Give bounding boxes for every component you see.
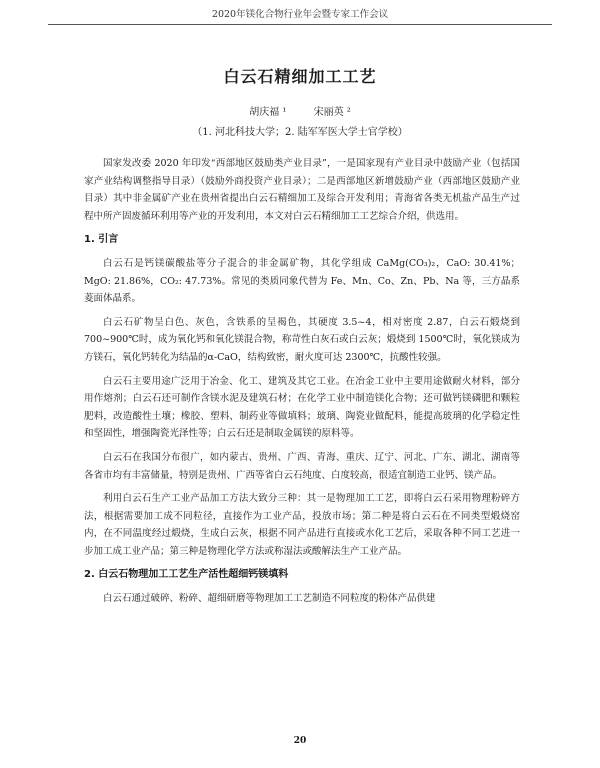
affiliations: （1. 河北科技大学；2. 陆军军医大学士官学校）: [192, 127, 408, 138]
paper-title: 白云石精细加工工艺: [223, 67, 377, 86]
running-header: 2020年镁化合物行业年会暨专家工作会议: [211, 9, 389, 20]
body-paragraph: 白云石矿物呈白色、灰色，含铁系的呈褐色，其硬度 3.5~4，相对密度 2.87，白云石煅烧到 700~900℃时，成为氧化钙和氧化镁混合物，称苛性白灰石或白云灰；煅烧到 1500℃时，氧化镁成为方镁石，氧化钙转化为结晶的α-CaO，结构致密，耐火度可达 2300℃，抗酸性较强。: [84, 316, 520, 363]
section-heading: 2. 白云石物理加工工艺生产活性超细钙镁填料: [84, 569, 289, 581]
body-paragraph: 白云石在我国分布很广，如内蒙古、贵州、广西、青海、重庆、辽宁、河北、广东、湖北、湖南等各省市均有丰富储量，特别是贵州、广西等省白云石纯度、白度较高，很适宜制造工业钙、镁产品。: [84, 451, 520, 481]
author-list: [0, 103, 600, 118]
section-heading: 1. 引言: [84, 234, 119, 246]
body-paragraph: 利用白云石生产工业产品加工方法大致分三种：其一是物理加工工艺，即将白云石采用物理粉碎方法，根据需要加工成不同粒径，直接作为工业产品，投放市场；第二种是将白云石在不同类型煅烧窑内，在不同温度经过煅烧，生成白云灰，根据不同产品进行直接或水化工艺后，采取各种不同工艺进一步加工成工业产品；第三种是物理化学方法或称湿法或酸解法生产工业产品。: [84, 493, 520, 557]
author-name: 胡庆福 ¹: [249, 107, 287, 118]
paper-body: [84, 155, 520, 614]
intro-paragraph: 国家发改委 2020 年印发“西部地区鼓励类产业目录”，一是国家现有产业目录中鼓励产业（包括国家产业结构调整指导目录）（鼓励外商投资产业目录）；二是西部地区新增鼓励产业（西部地区鼓励产业目录）其中非金属矿产业在贵州省提出白云石精细加工及综合开发利用；青海省各类无机盐产品生产过程中所产固废循环利用等产业的开发利用，本文对白云石精细加工工艺综合介绍，供选用。: [84, 158, 520, 222]
page-number: 20: [293, 736, 307, 746]
body-paragraph: 白云石主要用途广泛用于冶金、化工、建筑及其它工业。在冶金工业中主要用途做耐火材料，部分用作熔剂；白云石还可制作含镁水泥及建筑石材；在化学工业中制造镁化合物；还可做钙镁磷肥和颗粒肥料，改造酸性土壤；橡胶、塑料、制药业等做填料；玻璃、陶瓷业做配料，能提高玻璃的化学稳定性和坚固性，增强陶瓷光泽性等；白云石还是制取金属镁的原料等。: [84, 375, 520, 440]
body-paragraph: 白云石通过破碎、粉碎、超细研磨等物理加工工艺制造不同粒度的粉体产品供建: [103, 593, 436, 605]
body-paragraph: 白云石是钙镁碳酸盐等分子混合的非金属矿物，其化学组成 CaMg(CO₃)₂，CaO: 30.41%；MgO: 21.86%，CO₂: 47.73%。常见的类质同象代替为 Fe、Mn、Co、Zn、Pb、Na 等，三方晶系菱面体晶系。: [84, 257, 520, 305]
author-name: 宋丽英 ²: [313, 107, 351, 118]
header-divider: [48, 24, 552, 25]
